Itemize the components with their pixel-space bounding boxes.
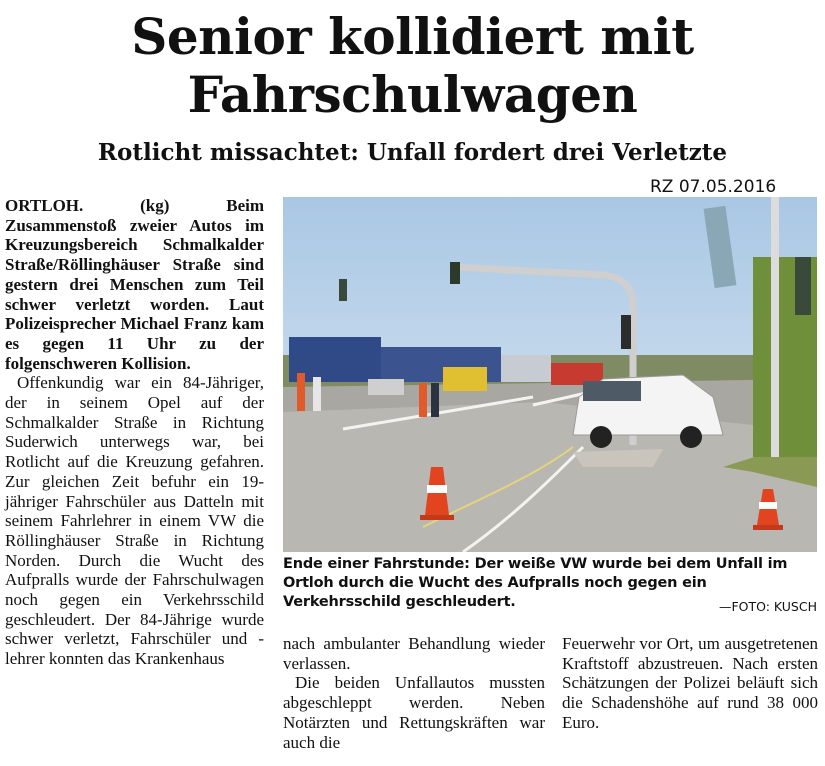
accident-scene-illustration (283, 197, 817, 552)
headline-line-2: Fahrschulwagen (187, 65, 638, 124)
article-column-2 (283, 634, 545, 752)
body-paragraph-2a: nach ambulanter Behandlung wieder verlassen. (283, 634, 545, 673)
body-paragraph-2b: Die beiden Unfallautos mussten abgeschleppt werden. Neben Notärzten und Rettungskräften war auch die (283, 673, 545, 752)
photo-credit: —FOTO: KUSCH (718, 599, 817, 614)
source-date: RZ 07.05.2016 (650, 177, 777, 197)
body-paragraph-3: Feuerwehr vor Ort, um ausgetretenen Kraftstoff abzustreuen. Nach ersten Schätzungen der Polizei beläuft sich die Schadenshöhe auf rund 38 000 Euro. (562, 634, 818, 732)
headline-line-1: Senior kollidiert mit (131, 7, 694, 66)
accident-photo (283, 197, 817, 552)
article-column-3 (562, 634, 818, 733)
body-paragraph-1: Offenkundig war ein 84-Jähriger, der in seinem Opel auf der Schmalkalder Straße in Richtung Suderwich unterwegs war, bei Rotlicht auf die Kreuzung gefahren. Zur gleichen Zeit befuhr ein 19-jähriger Fahrschüler aus Datteln mit seinem Fahrlehrer in einem VW die Röllinghäuser Straße in Richtung Norden. Durch die Wucht des Aufpralls wurde der Fahrschulwagen noch gegen ein Verkehrsschild geschleudert. Der 84-Jährige wurde schwer verletzt, Fahrschüler und -lehrer konnten das Krankenhaus (5, 373, 264, 669)
subheadline: Rotlicht missachtet: Unfall fordert drei Verletzte (97, 139, 728, 166)
headline (0, 8, 825, 124)
lead-paragraph: ORTLOH. (kg) Beim Zusammenstoß zweier Autos im Kreuzungsbereich Schmalkalder Straße/Röllinghäuser Straße sind gestern drei Menschen zum Teil schwer verletzt worden. Laut Polizeisprecher Michael Franz kam es gegen 11 Uhr zu der folgenschweren Kollision. (5, 196, 264, 373)
photo-caption: Ende einer Fahrstunde: Der weiße VW wurde bei dem Unfall im Ortloh durch die Wucht des Aufpralls noch gegen ein Verkehrsschild geschleudert. (283, 556, 788, 610)
article-column-1 (5, 196, 264, 669)
